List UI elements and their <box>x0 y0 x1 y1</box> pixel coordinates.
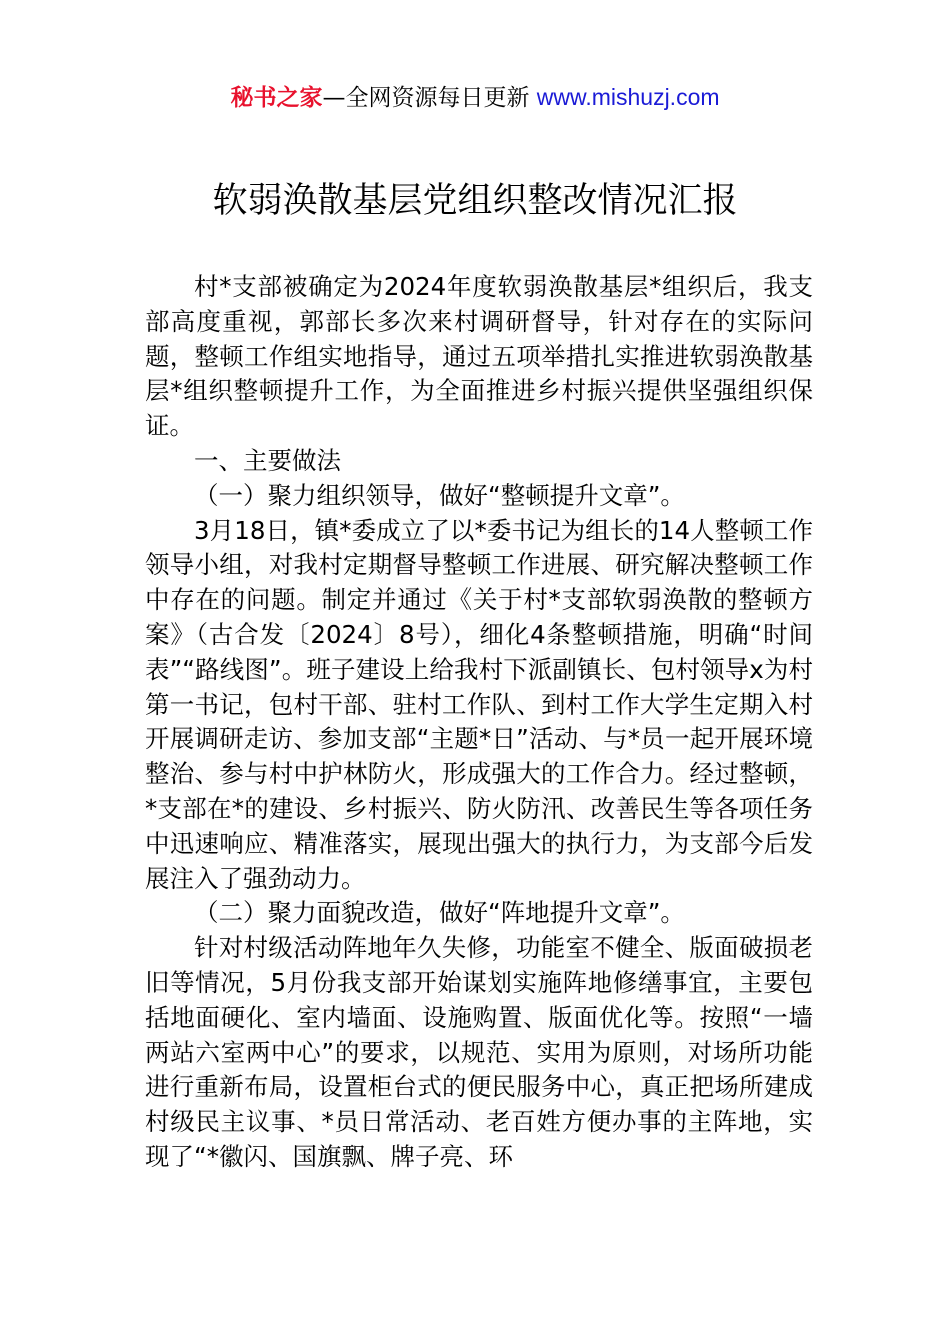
site-tagline: —全网资源每日更新 <box>322 85 537 111</box>
subsection-heading-facilities: （二）聚力面貌改造，做好“阵地提升文章”。 <box>194 898 685 928</box>
subsection-paragraph-facilities: 针对村级活动阵地年久失修，功能室不健全、版面破损老旧等情况，5月份我支部开始谋划实施阵地修缮事宜，主要包括地面硬化、室内墙面、设施购置、版面优化等。按照“一墙两站六室两中心”的要求，以规范、实用为原则，对场所功能进行重新布局，设置柜台式的便民服务中心，真正把场所建成村级民主议事、*员日常活动、老百姓方便办事的主阵地，实现了“*徽闪、国旗飘、牌子亮、环 <box>145 933 813 1171</box>
site-brand: 秘书之家 <box>230 85 323 111</box>
subsection-heading-organization: （一）聚力组织领导，做好“整顿提升文章”。 <box>194 480 685 510</box>
intro-paragraph: 村*支部被确定为2024年度软弱涣散基层*组织后，我支部高度重视，郭部长多次来村调研督导，针对存在的实际问题，整顿工作组实地指导，通过五项举措扎实推进软弱涣散基层*组织整顿提升工作，为全面推进乡村振兴提供坚强组织保证。 <box>145 272 813 441</box>
subsection-paragraph-organization: 3月18日，镇*委成立了以*委书记为组长的14人整顿工作领导小组，对我村定期督导整顿工作进展、研究解决整顿工作中存在的问题。制定并通过《关于村*支部软弱涣散的整顿方案》（古合发〔2024〕8号），细化4条整顿措施，明确“时间表”“路线图”。班子建设上给我村下派副镇长、包村领导x为村第一书记，包村干部、驻村工作队、到村工作大学生定期入村开展调研走访、参加支部“主题*日”活动、与*员一起开展环境整治、参与村中护林防火，形成强大的工作合力。经过整顿，*支部在*的建设、乡村振兴、防火防汛、改善民生等各项任务中迅速响应、精准落实，展现出强大的执行力，为支部今后发展注入了强劲动力。 <box>145 515 813 893</box>
site-url-link[interactable]: www.mishuzj.com <box>536 84 720 110</box>
section-heading-main-practices: 一、主要做法 <box>194 445 341 475</box>
site-header <box>0 80 950 115</box>
document-body <box>145 270 813 1175</box>
document-title: 软弱涣散基层党组织整改情况汇报 <box>212 181 738 221</box>
